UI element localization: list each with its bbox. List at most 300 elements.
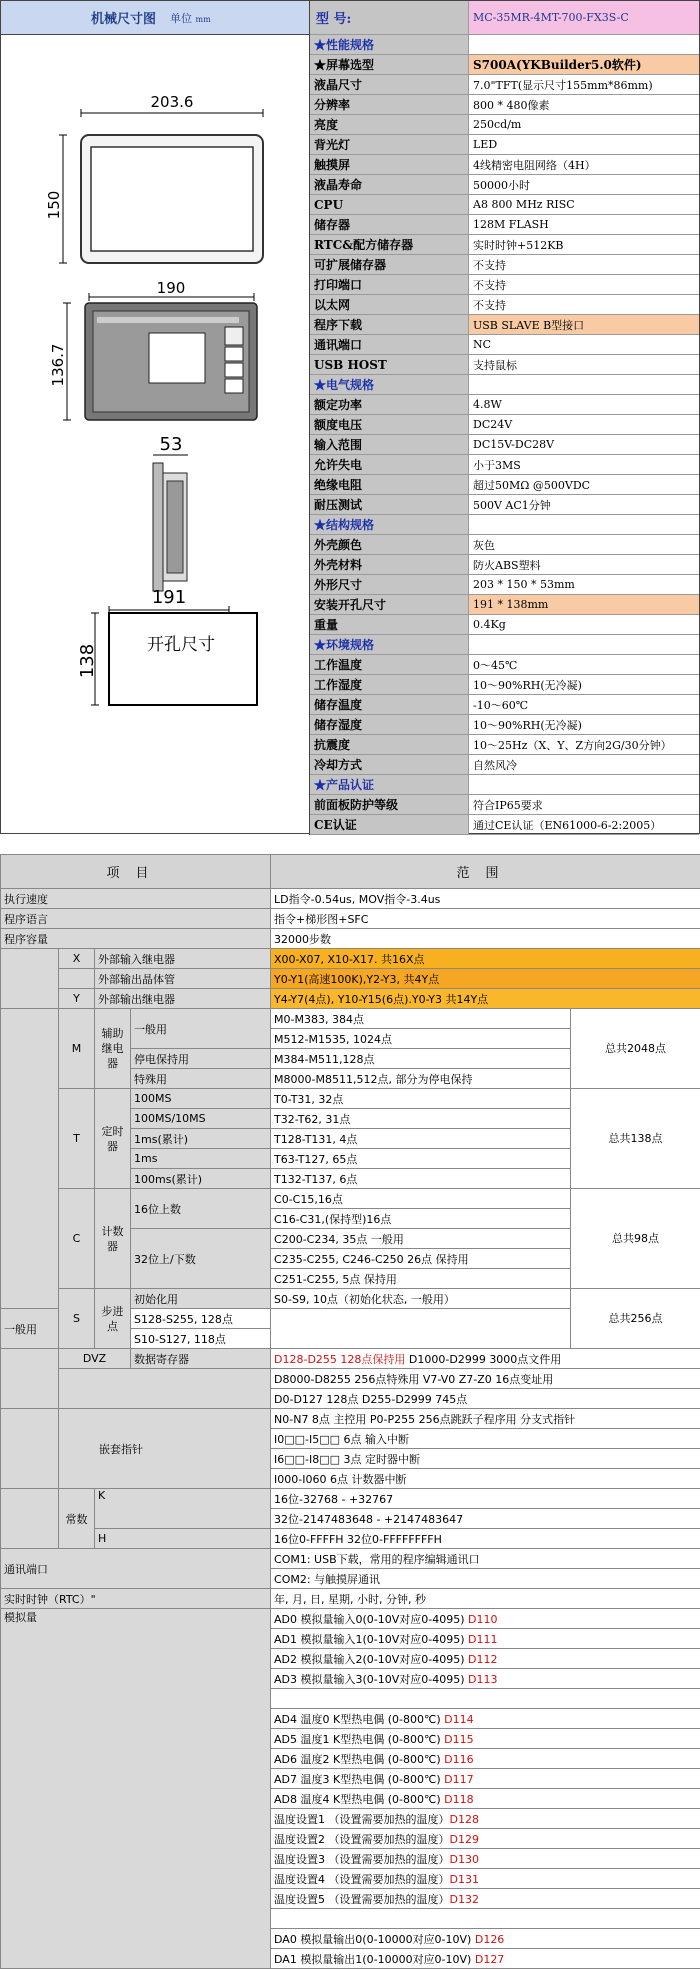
exec-speed-label: 执行速度	[1, 889, 271, 909]
analog-register: D129	[449, 1832, 479, 1846]
spec-row	[310, 375, 699, 395]
t-r1: 100MS	[131, 1089, 271, 1109]
ptr-v2: I0□□-I5□□ 6点 输入中断	[271, 1429, 700, 1449]
model-value: MC-35MR-4MT-700-FX3S-C	[469, 1, 699, 34]
spec-value: 128M FLASH	[473, 218, 549, 231]
spec-value: NC	[473, 338, 492, 351]
side-view	[153, 434, 188, 591]
m-general-label: 一般用	[131, 1009, 271, 1049]
spec-value: 50000小时	[473, 178, 530, 192]
analog-value	[271, 1869, 700, 1889]
spec-value: 10～25Hz（X、Y、Z方向2G/30分钟）	[473, 738, 672, 752]
spec-row	[310, 335, 699, 355]
spec-key: 通讯端口	[310, 335, 469, 354]
m-retain-value: M384-M511,128点	[271, 1049, 571, 1069]
t-v4: T63-T127, 65点	[271, 1149, 571, 1169]
back-view	[49, 279, 257, 420]
spec-value: 10～90%RH(无冷凝)	[473, 718, 582, 732]
header-item: 项目	[1, 855, 271, 889]
spec-row	[310, 735, 699, 755]
spec-key: 抗震度	[310, 735, 469, 754]
c-group: 计数器	[95, 1189, 131, 1289]
spec-key: 储存湿度	[310, 715, 469, 734]
spec-key: 前面板防护等级	[310, 795, 469, 814]
t-v2: T32-T62, 31点	[271, 1109, 571, 1129]
const-spacer	[1, 1489, 59, 1549]
spec-row	[310, 315, 699, 335]
drawing-title: 机械尺寸图	[91, 12, 157, 27]
spec-value: 4.8W	[473, 398, 502, 411]
c-updn32-label: 32位上/下数	[131, 1229, 271, 1289]
analog-label: 模拟量	[1, 1609, 271, 1969]
spec-row	[310, 115, 699, 135]
t-r3: 1ms(累计)	[131, 1129, 271, 1149]
analog-value	[271, 1809, 700, 1829]
spec-value: 不支持	[473, 298, 506, 312]
spec-key: 可扩展储存器	[310, 255, 469, 274]
plc-spec-table	[0, 854, 700, 1969]
s-init-label: 初始化用	[131, 1289, 271, 1309]
spec-row	[310, 475, 699, 495]
x-value: X00-X07, X10-X17. 共16X点	[271, 949, 700, 969]
spec-key: 绝缘电阻	[310, 475, 469, 494]
spec-row	[310, 495, 699, 515]
blank-tag	[59, 969, 95, 989]
unit-label: 单位	[170, 11, 193, 25]
spec-key: 输入范围	[310, 435, 469, 454]
spec-sheet	[0, 0, 700, 834]
t-v3: T128-T131, 4点	[271, 1129, 571, 1149]
c-up16-v1: C0-C15,16点	[271, 1189, 571, 1209]
d-value-1-file: D1000-D2999 3000点文件用	[405, 1352, 562, 1366]
spec-key: 冷却方式	[310, 755, 469, 774]
m-general-value-2: M512-M1535, 1024点	[271, 1029, 571, 1049]
analog-desc: DA1 模拟量输出1(0-10000对应0-10V)	[274, 1952, 475, 1966]
analog-desc: AD4 温度0 K型热电偶 (0-800℃)	[274, 1712, 445, 1726]
analog-value	[271, 1769, 700, 1789]
m-total: 总共2048点	[571, 1009, 700, 1089]
const-h-tag: H	[95, 1529, 271, 1549]
spec-value: DC15V-DC28V	[473, 438, 555, 451]
analog-value	[271, 1669, 700, 1689]
exec-speed-row	[1, 889, 700, 909]
spec-value: 7.0"TFT(显示尺寸155mm*86mm)	[473, 78, 653, 92]
spec-row	[310, 755, 699, 775]
analog-register: D116	[444, 1752, 474, 1766]
spec-row	[310, 555, 699, 575]
analog-register: D130	[449, 1852, 479, 1866]
spec-key: 亮度	[310, 115, 469, 134]
spec-key: 储存温度	[310, 695, 469, 714]
model-row	[310, 1, 699, 35]
spec-key: ★屏幕选型	[310, 55, 469, 74]
front-view	[45, 93, 263, 263]
spec-row	[310, 695, 699, 715]
prog-lang-value: 指令+梯形图+SFC	[271, 909, 700, 929]
spec-row	[310, 175, 699, 195]
spec-value	[469, 635, 699, 654]
spec-key: 额度电压	[310, 415, 469, 434]
rtc-label: 实时时钟（RTC）"	[1, 1589, 271, 1609]
spec-value: 10～90%RH(无冷凝)	[473, 678, 582, 692]
analog-desc: 温度设置3 （设置需要加热的温度）	[274, 1852, 450, 1866]
spec-row	[310, 355, 699, 375]
spec-rows	[310, 35, 699, 835]
analog-value	[271, 1709, 700, 1729]
spec-row	[310, 715, 699, 735]
m-tag: M	[59, 1009, 95, 1089]
analog-value	[271, 1749, 700, 1769]
spec-key: 程序下载	[310, 315, 469, 334]
spec-value	[469, 35, 699, 54]
analog-register: D126	[474, 1932, 505, 1946]
spec-row	[310, 55, 699, 75]
analog-row	[1, 1609, 700, 1629]
y-name: 外部输出继电器	[95, 989, 271, 1009]
s-general-v1: S128-S255, 128点	[131, 1309, 271, 1329]
ptr-v3: I6□□-I8□□ 3点 定时器中断	[271, 1449, 700, 1469]
d-name: 数据寄存器	[131, 1349, 271, 1369]
spec-key: 液晶寿命	[310, 175, 469, 194]
spec-row	[310, 615, 699, 635]
comm-v2: COM2: 与触摸屏通讯	[271, 1569, 700, 1589]
m-group: 辅助继电器	[95, 1009, 131, 1089]
spec-key: 分辨率	[310, 95, 469, 114]
spec-row	[310, 455, 699, 475]
analog-value	[271, 1729, 700, 1749]
analog-desc: AD7 温度3 K型热电偶 (0-800℃)	[274, 1772, 445, 1786]
spec-key: ★产品认证	[310, 775, 469, 794]
ptr-row-1	[1, 1409, 700, 1429]
back-width-label: 190	[156, 279, 186, 297]
prog-lang-label: 程序语言	[1, 909, 271, 929]
spec-value: 自然风冷	[473, 758, 517, 772]
const-h-v: 16位0-FFFFH 32位0-FFFFFFFFH	[271, 1529, 700, 1549]
spec-value: DC24V	[473, 418, 513, 431]
spec-value: A8 800 MHz RISC	[473, 198, 575, 211]
spec-value: USB SLAVE B型接口	[469, 315, 699, 334]
t-r4: 1ms	[131, 1149, 271, 1169]
analog-value	[271, 1949, 700, 1969]
d-value-1	[271, 1349, 700, 1369]
analog-desc: AD6 温度2 K型热电偶 (0-800℃)	[274, 1752, 445, 1766]
t-v1: T0-T31, 32点	[271, 1089, 571, 1109]
c-total: 总共98点	[571, 1189, 700, 1289]
y-value: Y4-Y7(4点), Y10-Y15(6点).Y0-Y3 共14Y点	[271, 989, 700, 1009]
spec-row	[310, 95, 699, 115]
spec-value: 0～45℃	[473, 658, 518, 672]
c-up16-v2: C16-C31,(保持型)16点	[271, 1209, 571, 1229]
ptr-v1: N0-N7 8点 主控用 P0-P255 256点跳跃子程序用 分支式指针	[271, 1409, 700, 1429]
spec-row	[310, 435, 699, 455]
analog-value	[271, 1849, 700, 1869]
d-row-1	[1, 1349, 700, 1369]
spec-row	[310, 255, 699, 275]
device-spacer	[1, 1009, 59, 1309]
spec-value: 不支持	[473, 258, 506, 272]
t-v5: T132-T137, 6点	[271, 1169, 571, 1189]
spec-value: -10～60℃	[473, 698, 529, 712]
const-k-v2: 32位-2147483648 - +2147483647	[271, 1509, 700, 1529]
analog-register: D128	[449, 1812, 479, 1826]
spec-key: 工作温度	[310, 655, 469, 674]
prog-lang-row	[1, 909, 700, 929]
spec-key: 外形尺寸	[310, 575, 469, 594]
spec-row	[310, 215, 699, 235]
spec-row	[310, 575, 699, 595]
drawing-header	[1, 1, 309, 35]
dimension-drawings	[1, 35, 308, 833]
spec-row	[310, 235, 699, 255]
cutout-view	[77, 587, 257, 705]
ptr-v4: I000-I060 6点 计数器中断	[271, 1469, 700, 1489]
spec-value: 500V AC1分钟	[473, 498, 551, 512]
t-total: 总共138点	[571, 1089, 700, 1189]
spec-key: 外壳材料	[310, 555, 469, 574]
analog-register: D113	[468, 1672, 498, 1686]
t-r5: 100ms(累计)	[131, 1169, 271, 1189]
spec-value: 支持鼠标	[473, 358, 517, 372]
s-general-v2: S10-S127, 118点	[131, 1329, 271, 1349]
cutout-label: 开孔尺寸	[147, 635, 215, 655]
front-height-label: 150	[45, 190, 63, 220]
spec-row	[310, 415, 699, 435]
analog-register: D111	[468, 1632, 498, 1646]
analog-body	[1, 1609, 700, 1969]
spec-key: CPU	[310, 195, 469, 214]
spec-table	[310, 1, 699, 835]
x-row	[1, 949, 700, 969]
analog-desc: AD2 模拟量输入2(0-10V对应0-4095)	[274, 1652, 469, 1666]
spec-value: 191 * 138mm	[469, 595, 699, 614]
spec-row	[310, 275, 699, 295]
spec-key: 以太网	[310, 295, 469, 314]
const-name: 常数	[59, 1489, 95, 1549]
analog-desc: AD5 温度1 K型热电偶 (0-800℃)	[274, 1732, 445, 1746]
spec-value: 符合IP65要求	[473, 798, 543, 812]
front-width-label: 203.6	[150, 93, 194, 111]
prog-cap-row	[1, 929, 700, 949]
spec-value: 小于3MS	[473, 458, 521, 472]
const-k-v1: 16位-32768 - +32767	[271, 1489, 700, 1509]
spec-key: 工作湿度	[310, 675, 469, 694]
analog-register: D118	[444, 1792, 474, 1806]
model-label: 型 号:	[310, 1, 469, 34]
analog-value	[271, 1609, 700, 1629]
back-height-label: 136.7	[49, 343, 67, 387]
spec-row	[310, 675, 699, 695]
analog-register: D115	[444, 1732, 474, 1746]
spec-row	[310, 395, 699, 415]
spec-value	[469, 375, 699, 394]
cutout-height-label: 138	[77, 643, 98, 679]
spec-row	[310, 195, 699, 215]
spec-row	[310, 535, 699, 555]
y-tag: Y	[59, 989, 95, 1009]
s-total: 总共256点	[571, 1289, 700, 1349]
spec-key: ★环境规格	[310, 635, 469, 654]
spec-row	[310, 655, 699, 675]
spec-key: ★性能规格	[310, 35, 469, 54]
spec-row	[310, 295, 699, 315]
spec-key: 液晶尺寸	[310, 75, 469, 94]
d-value-3: D0-D127 128点 D255-D2999 745点	[271, 1389, 700, 1409]
d-value-1-retain: D128-D255 128点保持用	[274, 1352, 406, 1366]
analog-register: D114	[444, 1712, 474, 1726]
spec-key: 储存器	[310, 215, 469, 234]
ptr-name: 嵌套指针	[59, 1409, 271, 1489]
spec-value: 超过50MΩ @500VDC	[473, 478, 591, 492]
spec-key: 允许失电	[310, 455, 469, 474]
s-tag: S	[59, 1289, 95, 1349]
spec-row	[310, 35, 699, 55]
out-crystal-name: 外部输出晶体管	[95, 969, 271, 989]
d-tag: DVZ	[59, 1349, 131, 1369]
io-spacer	[1, 949, 59, 1009]
m-special-value: M8000-M8511,512点, 部分为停电保持	[271, 1069, 571, 1089]
t-r2: 100MS/10MS	[131, 1109, 271, 1129]
spec-key: 背光灯	[310, 135, 469, 154]
spec-row	[310, 75, 699, 95]
ptr-spacer	[1, 1409, 59, 1489]
spec-value: 不支持	[473, 278, 506, 292]
analog-register: D132	[449, 1892, 479, 1906]
plc-header-row	[1, 855, 700, 889]
d-row-2	[1, 1369, 700, 1389]
t-tag: T	[59, 1089, 95, 1189]
d-value-2: D8000-D8255 256点特殊用 V7-V0 Z7-Z0 16点变址用	[271, 1369, 700, 1389]
analog-value	[271, 1889, 700, 1909]
prog-cap-value: 32000步数	[271, 929, 700, 949]
spec-row	[310, 795, 699, 815]
analog-register: D110	[468, 1612, 498, 1626]
spec-value: S700A(YKBuilder5.0软件)	[469, 55, 699, 74]
t-row-1	[1, 1089, 700, 1109]
depth-label: 53	[159, 434, 183, 455]
analog-desc: AD1 模拟量输入1(0-10V对应0-4095)	[274, 1632, 469, 1646]
spec-value: 实时时钟+512KB	[473, 238, 564, 252]
analog-register: D117	[444, 1772, 474, 1786]
spec-key: ★电气规格	[310, 375, 469, 394]
d-blank	[59, 1369, 271, 1409]
spec-row	[310, 515, 699, 535]
comm-v1: COM1: USB下载，常用的程序编辑通讯口	[271, 1549, 700, 1569]
analog-desc: AD3 模拟量输入3(0-10V对应0-4095)	[274, 1672, 469, 1686]
analog-desc: 温度设置2 （设置需要加热的温度）	[274, 1832, 450, 1846]
rtc-row	[1, 1589, 700, 1609]
spec-value: 203 * 150 * 53mm	[473, 578, 575, 591]
spec-key: USB HOST	[310, 355, 469, 374]
spec-key: 重量	[310, 615, 469, 634]
rtc-value: 年, 月, 日, 星期, 小时, 分钟, 秒	[271, 1589, 700, 1609]
analog-value	[271, 1789, 700, 1809]
spec-value: 0.4Kg	[473, 618, 506, 631]
drawing-unit	[170, 10, 211, 26]
analog-value	[271, 1629, 700, 1649]
spec-key: ★结构规格	[310, 515, 469, 534]
spec-value: LED	[473, 138, 498, 151]
analog-desc: AD8 温度4 K型热电偶 (0-800℃)	[274, 1792, 445, 1806]
cutout-width-label: 191	[151, 587, 187, 608]
spec-row	[310, 815, 699, 835]
spec-row	[310, 135, 699, 155]
spec-key: 打印端口	[310, 275, 469, 294]
spec-key: 额定功率	[310, 395, 469, 414]
c-updn32-v1: C200-C234, 35点 一般用	[271, 1229, 571, 1249]
comm-row-1	[1, 1549, 700, 1569]
spec-value: 800 * 480像素	[473, 98, 550, 112]
spec-value: 灰色	[473, 538, 495, 552]
spec-row	[310, 775, 699, 795]
spec-key: RTC&配方储存器	[310, 235, 469, 254]
analog-desc: 温度设置1 （设置需要加热的温度）	[274, 1812, 450, 1826]
analog-desc: AD0 模拟量输入0(0-10V对应0-4095)	[274, 1612, 469, 1626]
y-row	[1, 989, 700, 1009]
analog-desc: 温度设置4 （设置需要加热的温度）	[274, 1872, 450, 1886]
c-up16-label: 16位上数	[131, 1189, 271, 1229]
spec-value	[469, 775, 699, 794]
unit-value: mm	[195, 14, 211, 24]
c-row-1	[1, 1189, 700, 1209]
spec-value: 通过CE认证（EN61000-6-2:2005）	[473, 818, 662, 832]
out-crystal-row	[1, 969, 700, 989]
x-name: 外部输入继电器	[95, 949, 271, 969]
spec-key: 外壳颜色	[310, 535, 469, 554]
c-updn32-v3: C251-C255, 5点 保持用	[271, 1269, 571, 1289]
spec-value: 250cd/m	[473, 118, 522, 131]
m-row-1	[1, 1009, 700, 1029]
spec-value: 防火ABS塑料	[473, 558, 541, 572]
m-general-value-1: M0-M383, 384点	[271, 1009, 571, 1029]
const-row-3	[1, 1529, 700, 1549]
d-spacer	[1, 1349, 59, 1409]
c-tag: C	[59, 1189, 95, 1289]
analog-value	[271, 1689, 700, 1709]
const-row-1	[1, 1489, 700, 1509]
out-crystal-value: Y0-Y1(高速100K),Y2-Y3, 共4Y点	[271, 969, 700, 989]
c-updn32-v2: C235-C255, C246-C250 26点 保持用	[271, 1249, 571, 1269]
analog-register: D127	[474, 1952, 505, 1966]
spec-value	[469, 515, 699, 534]
spec-key: 安装开孔尺寸	[310, 595, 469, 614]
analog-register: D131	[449, 1872, 479, 1886]
spec-key: 耐压测试	[310, 495, 469, 514]
prog-cap-label: 程序容量	[1, 929, 271, 949]
analog-value	[271, 1909, 700, 1929]
analog-desc: 温度设置5 （设置需要加热的温度）	[274, 1892, 450, 1906]
x-tag: X	[59, 949, 95, 969]
header-range: 范围	[271, 855, 700, 889]
spec-value: 4线精密电阻网络（4H）	[473, 158, 596, 172]
s-row-1	[1, 1289, 700, 1309]
t-group: 定时器	[95, 1089, 131, 1189]
comm-label: 通讯端口	[1, 1549, 271, 1589]
spec-key: CE认证	[310, 815, 469, 834]
m-retain-label: 停电保持用	[131, 1049, 271, 1069]
spec-row	[310, 155, 699, 175]
analog-value	[271, 1649, 700, 1669]
spec-row	[310, 635, 699, 655]
analog-value	[271, 1929, 700, 1949]
s-general-label: 一般用	[1, 1309, 59, 1349]
s-init-value: S0-S9, 10点（初始化状态, 一般用）	[271, 1289, 571, 1309]
exec-speed-value: LD指令-0.54us, MOV指令-3.4us	[271, 889, 700, 909]
spec-key: 触摸屏	[310, 155, 469, 174]
const-k-tag: K	[95, 1489, 271, 1529]
analog-value	[271, 1829, 700, 1849]
analog-desc: DA0 模拟量输出0(0-10000对应0-10V)	[274, 1932, 475, 1946]
m-special-label: 特殊用	[131, 1069, 271, 1089]
